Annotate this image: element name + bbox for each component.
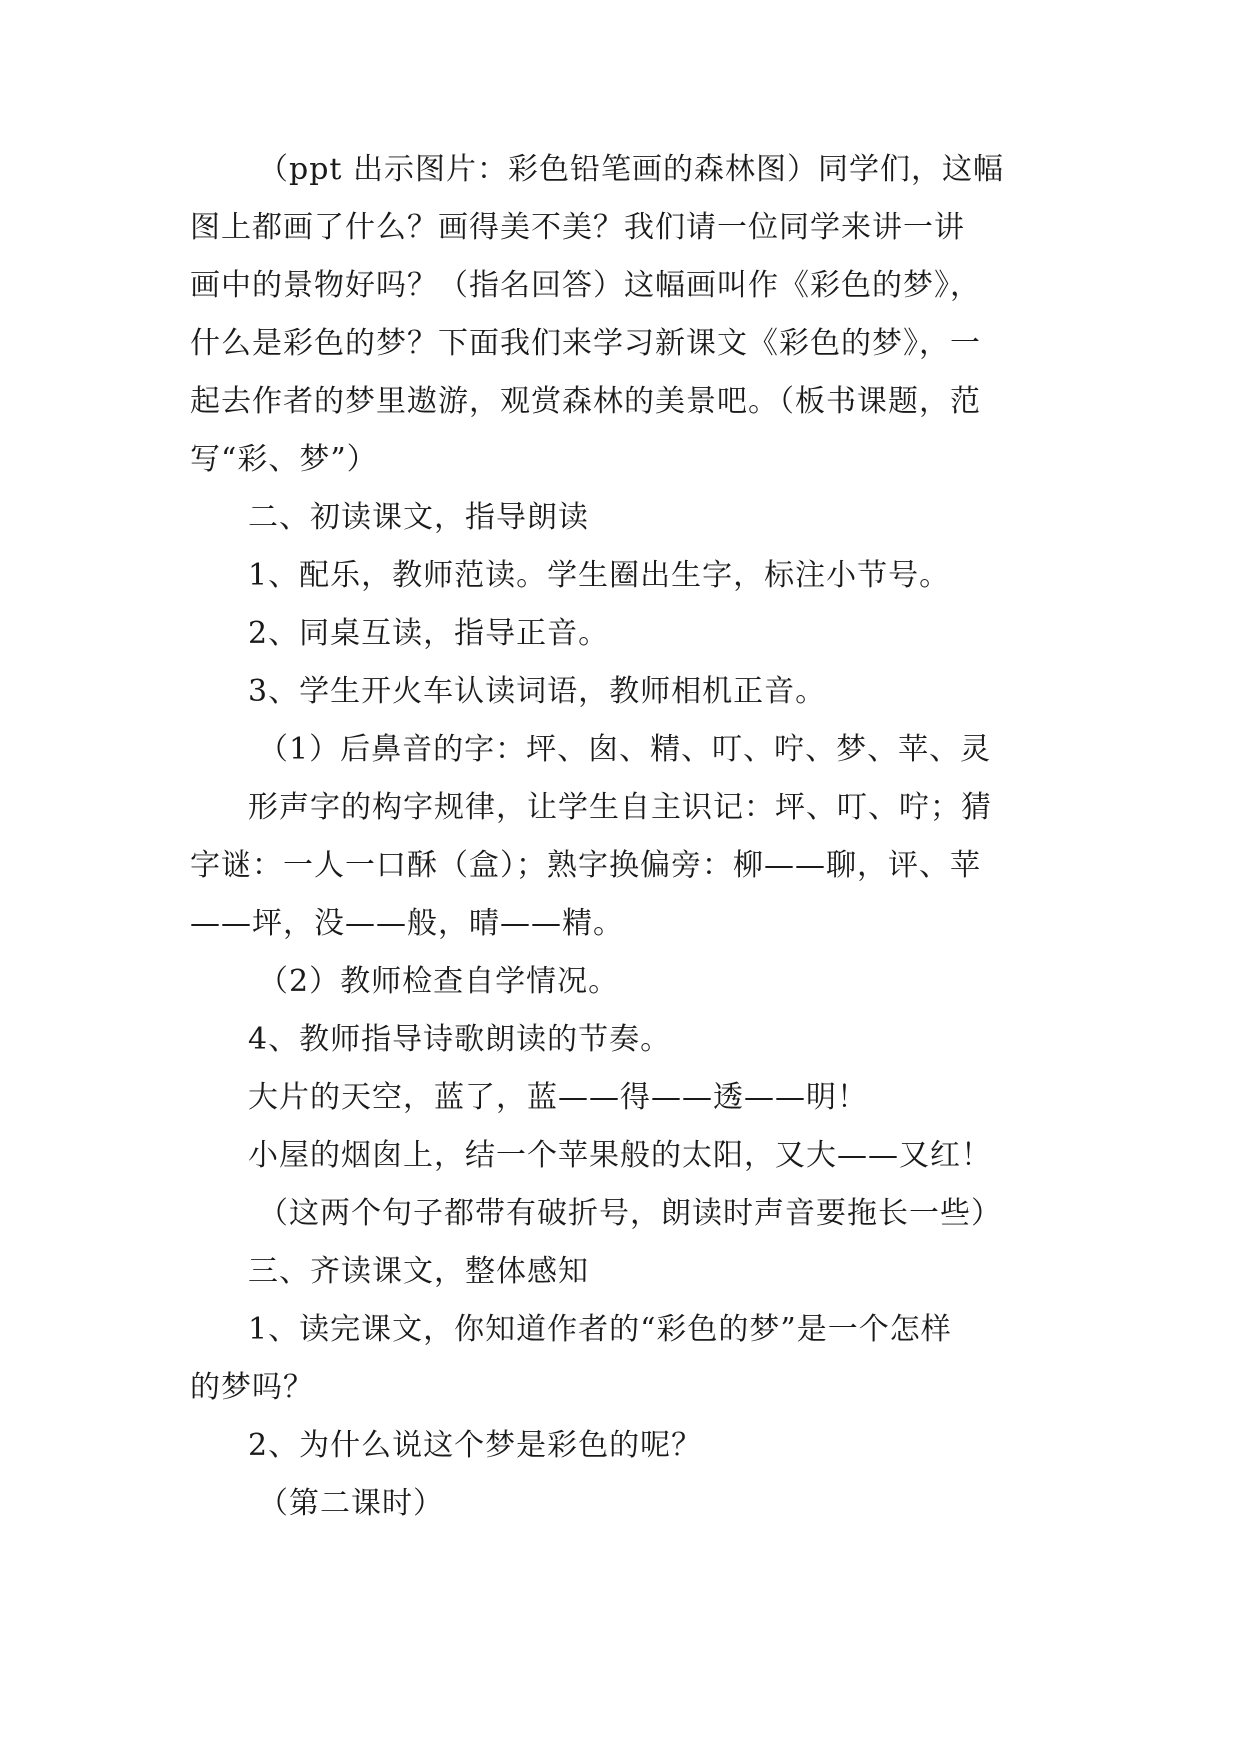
text-line: （1）后鼻音的字：坪、囱、精、叮、咛、梦、苹、灵 — [258, 732, 992, 767]
text-line: 写“彩、梦”） — [190, 442, 378, 477]
text-line: 画中的景物好吗？（指名回答）这幅画叫作《彩色的梦》， — [190, 268, 981, 303]
text-line: 形声字的构字规律，让学生自主识记：坪、叮、咛；猜 — [248, 790, 992, 825]
text-line: 起去作者的梦里遨游，观赏森林的美景吧。（板书课题，范 — [190, 384, 981, 419]
text-line: 3、学生开火车认读词语，教师相机正音。 — [248, 674, 827, 709]
text-line: 1、配乐，教师范读。学生圈出生字，标注小节号。 — [248, 558, 951, 593]
text-line: 1、读完课文，你知道作者的“彩色的梦”是一个怎样 — [248, 1312, 952, 1347]
text-line: 2、同桌互读，指导正音。 — [248, 616, 610, 651]
section-heading: 三、齐读课文，整体感知 — [248, 1254, 589, 1289]
text-line: 的梦吗？ — [190, 1370, 314, 1405]
text-line: 大片的天空，蓝了，蓝——得——透——明！ — [248, 1080, 868, 1115]
text-line: 图上都画了什么？画得美不美？我们请一位同学来讲一讲 — [190, 210, 965, 245]
text-line: ——坪，没——般，晴——精。 — [190, 906, 624, 941]
section-heading: （第二课时） — [258, 1486, 444, 1521]
text-line: 字谜：一人一口酥（盒）；熟字换偏旁：柳——聊，评、苹 — [190, 848, 981, 883]
text-line: （2）教师检查自学情况。 — [258, 964, 620, 999]
text-line: 小屋的烟囱上，结一个苹果般的太阳，又大——又红！ — [248, 1138, 992, 1173]
text-line: （ppt 出示图片：彩色铅笔画的森林图）同学们，这幅 — [258, 152, 1004, 187]
section-heading: 二、初读课文，指导朗读 — [248, 500, 589, 535]
text-line: 4、教师指导诗歌朗读的节奏。 — [248, 1022, 672, 1057]
text-line: （这两个句子都带有破折号，朗读时声音要拖长一些） — [258, 1196, 1002, 1231]
text-line: 什么是彩色的梦？下面我们来学习新课文《彩色的梦》，一 — [190, 326, 981, 361]
text-line: 2、为什么说这个梦是彩色的呢？ — [248, 1428, 703, 1463]
